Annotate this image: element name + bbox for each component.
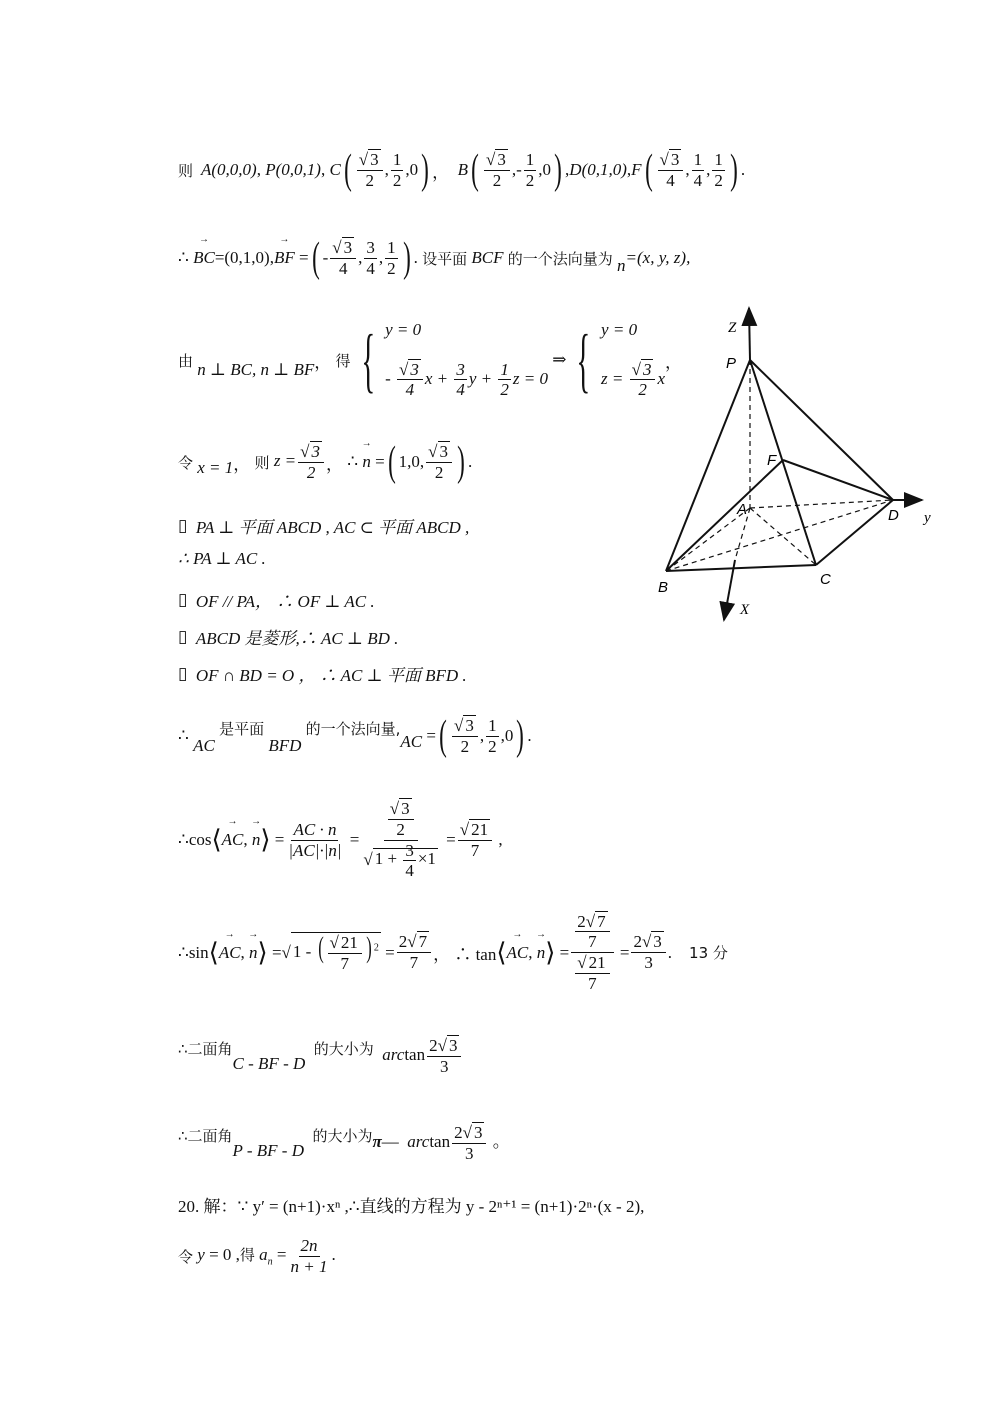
vector-AC: → AC <box>507 943 529 963</box>
implies-arrow: ⇒ <box>552 350 567 369</box>
label-y: y <box>924 510 931 526</box>
point-D: D(0,1,0) <box>569 160 627 179</box>
vector-BC-value: =(0,1,0), <box>214 248 274 267</box>
cos-fraction-2: $\frac{√ 3}{2}$ √ 1 + $\frac{3}{4}$ ×1 <box>363 799 436 881</box>
vector-n: → n <box>249 943 258 963</box>
brace-left: { <box>360 320 375 400</box>
label-A: A <box>737 501 748 518</box>
derivative-line-equation: ∵ y′ = (n+1)·xⁿ ,∴直线的方程为 y - 2ⁿ⁺¹ = (n+1)·2ⁿ·(x - 2), <box>237 1197 645 1216</box>
label-D: D <box>888 507 899 524</box>
z-value: z = $\frac{√ 3}{2}$ <box>274 442 326 482</box>
an-expression: y = 0 ,得 $a_n$ = $\frac{2n}{n + 1}$ . <box>197 1235 336 1276</box>
paren-open: ( <box>471 147 479 193</box>
vector-n: → n <box>537 943 546 963</box>
text-normal-vector: 的一个法向量为 <box>507 249 613 268</box>
vector-BF: → BF <box>274 248 295 268</box>
vector-n: → n <box>252 830 261 850</box>
statement-text: OF ∩ BD = O ， ∴ AC ⊥ 平面 BFD . <box>195 666 467 685</box>
z-axis <box>749 308 750 360</box>
res1: y = 0 <box>601 320 638 339</box>
statement-rhombus: ▯ ABCD 是菱形,∴ AC ⊥ BD . <box>178 624 398 649</box>
fraction: $\frac{√ 3}{4}$ <box>658 150 684 190</box>
therefore-symbol: ∴ <box>178 726 189 745</box>
paren-open: ( <box>343 147 352 193</box>
text-dihedral: ∴二面角 <box>178 1039 233 1058</box>
fraction: $\frac{√ 3}{2}$ <box>452 716 478 756</box>
paren-close: ) <box>402 235 411 281</box>
label-X: X <box>740 602 750 618</box>
problem-number: 20. 解： <box>178 1197 238 1216</box>
fraction: $\frac{√ 3}{2}$ <box>357 150 383 190</box>
arctan-value: arctan $\frac{2√ 3}{3}$ <box>382 1036 463 1076</box>
res2: z = $\frac{√ 3}{2}$ x <box>601 359 666 400</box>
statement-pa-perp: ▯ PA ⊥ 平面 ABCD , AC ⊂ 平面 ABCD , <box>178 513 469 538</box>
fraction: $\frac{√ 3}{4}$ <box>330 238 356 278</box>
therefore-symbol: ∴ <box>178 248 189 267</box>
ac-normal-line: ∴ AC 是平面 BFD 的一个法向量, AC = ( $\frac{√ 3}{2}$ , $\frac{1}{2}$ ,0 ) . <box>178 713 532 759</box>
statement-text: ABCD 是菱形,∴ AC ⊥ BD . <box>195 629 399 648</box>
point-C-label: C <box>329 160 341 179</box>
text-set-plane: 设平面 <box>422 249 468 268</box>
x-equals-1: x = 1 <box>197 458 234 477</box>
perpendicular-conditions: n ⊥ BC, n ⊥ BF <box>197 360 315 379</box>
angle-CBFD: C - BF - D <box>232 1054 306 1073</box>
point-F-label: F <box>631 160 642 179</box>
fraction: $\frac{1}{2}$ <box>392 149 402 190</box>
system-line: 由 n ⊥ BC, n ⊥ BF ， 得 { y = 0 - $\frac{√ 3}{4}$ x + $\frac{3}{4}$ y + $\frac{1}{2}$ z = 0 ⇒ { y = 0 z = $\frac{√ 3}{2}$ x ， <box>178 320 683 400</box>
label-C: C <box>820 571 831 588</box>
paren-open: ( <box>644 147 653 193</box>
text-you: 由 <box>178 351 194 370</box>
cos-fraction: $\frac{AC \cdot n}{|AC|\cdot|n|}$ <box>288 819 342 860</box>
cos-line: ∴cos ⟨ → AC , → n ⟩ = $\frac{AC \cdot n}{|AC|\cdot|n|}$ = $\frac{√ 3}{2}$ √ 1 + $\frac{3}{4}$ ×1 = $\frac{√ 21}{7}$ , <box>178 800 503 880</box>
point-A: A(0,0,0) <box>201 160 257 179</box>
paren-open: ( <box>311 235 320 281</box>
point-B-label: B <box>457 160 469 179</box>
fraction: $\frac{1}{4}$ <box>693 149 703 190</box>
fraction: $\frac{1}{2}$ <box>387 237 396 278</box>
label-Z: Z <box>728 320 737 336</box>
text-normal-vector: 的一个法向量, <box>305 719 401 738</box>
fraction: $\frac{3}{4}$ <box>366 237 375 278</box>
vector-AC: → AC <box>222 830 244 850</box>
cos-result: $\frac{√ 21}{7}$ <box>458 820 492 860</box>
vector-n: → n <box>362 452 371 472</box>
score-label: 13 分 <box>689 944 728 962</box>
vector-n-value: =(x, y, z), <box>625 248 691 267</box>
angle-PBFD: P - BF - D <box>232 1141 304 1160</box>
label-F: F <box>767 452 777 469</box>
statement-text: ∴ PA ⊥ AC . <box>178 549 266 568</box>
plane-BFD: BFD <box>268 736 302 755</box>
text-ze: 则 <box>178 161 194 180</box>
paren-close: ) <box>421 147 429 193</box>
paren-open: ( <box>439 713 447 759</box>
set-x-line: 令 x = 1 ， 则 z = $\frac{√ 3}{2}$ ， ∴ → n = ( 1,0, $\frac{√ 3}{2}$ ) . <box>178 432 472 492</box>
paren-open: ( <box>387 439 396 485</box>
plane-BCF: BCF <box>471 248 504 267</box>
text-de: 得 <box>335 351 351 370</box>
vector-AC: → AC <box>219 943 241 963</box>
fraction: $\frac{√ 3}{2}$ <box>426 442 452 482</box>
text-size-is: 的大小为 <box>312 1126 373 1145</box>
text-ze: 则 <box>254 453 270 472</box>
fraction: $\frac{√ 3}{2}$ <box>484 150 510 190</box>
text-is-plane: 是平面 <box>219 719 265 738</box>
text-dihedral: ∴二面角 <box>178 1126 233 1145</box>
pi-minus-arctan: π— arctan $\frac{2√ 3}{3}$ 。 <box>372 1122 510 1163</box>
paren-close: ) <box>457 439 465 485</box>
text-size-is: 的大小为 <box>313 1039 374 1058</box>
statement-text: OF // PA， ∴ OF ⊥ AC . <box>195 592 375 611</box>
brace-left: { <box>576 320 591 400</box>
label-P: P <box>726 355 737 372</box>
label-B: B <box>658 579 669 596</box>
fraction: $\frac{1}{2}$ <box>488 715 497 756</box>
paren-close: ) <box>516 713 525 759</box>
fraction: $\frac{1}{2}$ <box>525 149 535 190</box>
eq2: - $\frac{√ 3}{4}$ x + $\frac{3}{4}$ y + $\frac{1}{2}$ z = 0 <box>385 359 548 400</box>
vector-BC: → BC <box>193 248 215 268</box>
eq1: y = 0 <box>385 320 422 339</box>
text-ling: 令 <box>178 453 194 472</box>
paren-close: ) <box>730 147 738 193</box>
paren-close: ) <box>554 147 562 193</box>
sin-tan-line: ∴sin ⟨ → AC , → n ⟩ =√ 1 - ( $\frac{√ 21}{7}$ ) $^2$ = $\frac{2√ 7}{7}$ ， ∴ tan ⟨ → AC , → n ⟩ = $\frac{\frac{2√ 7}{7}}{\frac{√ 21}{7}}$ = $\frac{2√ 3}{3}$ . 13 分 <box>178 905 728 1000</box>
tan-fraction: $\frac{\frac{2√ 7}{7}}{\frac{√ 21}{7}}$ <box>571 912 613 993</box>
text-ling: 令 <box>178 1247 194 1266</box>
point-P: P(0,0,1) <box>265 160 321 179</box>
coordinates-line: 则 A(0,0,0) , P(0,0,1) , C ( $\frac{√ 3}{2}$ , $\frac{1}{2}$ ,0 ) ， B ( $\frac{√ 3}{2}$ ,- $\frac{1}{2}$ ,0 ) , D(0,1,0) , F ( $\frac{√ 3}{4}$ , $\frac{1}{4}$ , $\frac{1}{2}$ ) . <box>178 147 746 193</box>
therefore-symbol: ∴ <box>347 452 359 471</box>
statement-of-pa: ▯ OF // PA， ∴ OF ⊥ AC . <box>178 587 375 612</box>
vector-n: n <box>617 256 626 275</box>
vectors-line: ∴ → BC =(0,1,0), → BF = ( - $\frac{√ 3}{4}$ , $\frac{3}{4}$ , $\frac{1}{2}$ ) . 设平面 BCF 的一个法向量为 n =(x, y, z), <box>178 228 690 288</box>
vector-AC: AC <box>193 736 215 755</box>
statement-text: PA ⊥ 平面 ABCD , AC ⊂ 平面 ABCD , <box>195 518 470 537</box>
statement-of-bd: ▯ OF ∩ BD = O ， ∴ AC ⊥ 平面 BFD . <box>178 661 467 686</box>
tan-result: $\frac{2√ 3}{3}$ <box>631 932 665 972</box>
sin-result: $\frac{2√ 7}{7}$ <box>397 932 431 972</box>
vector-AC: AC <box>400 732 423 751</box>
fraction: $\frac{1}{2}$ <box>714 149 723 190</box>
